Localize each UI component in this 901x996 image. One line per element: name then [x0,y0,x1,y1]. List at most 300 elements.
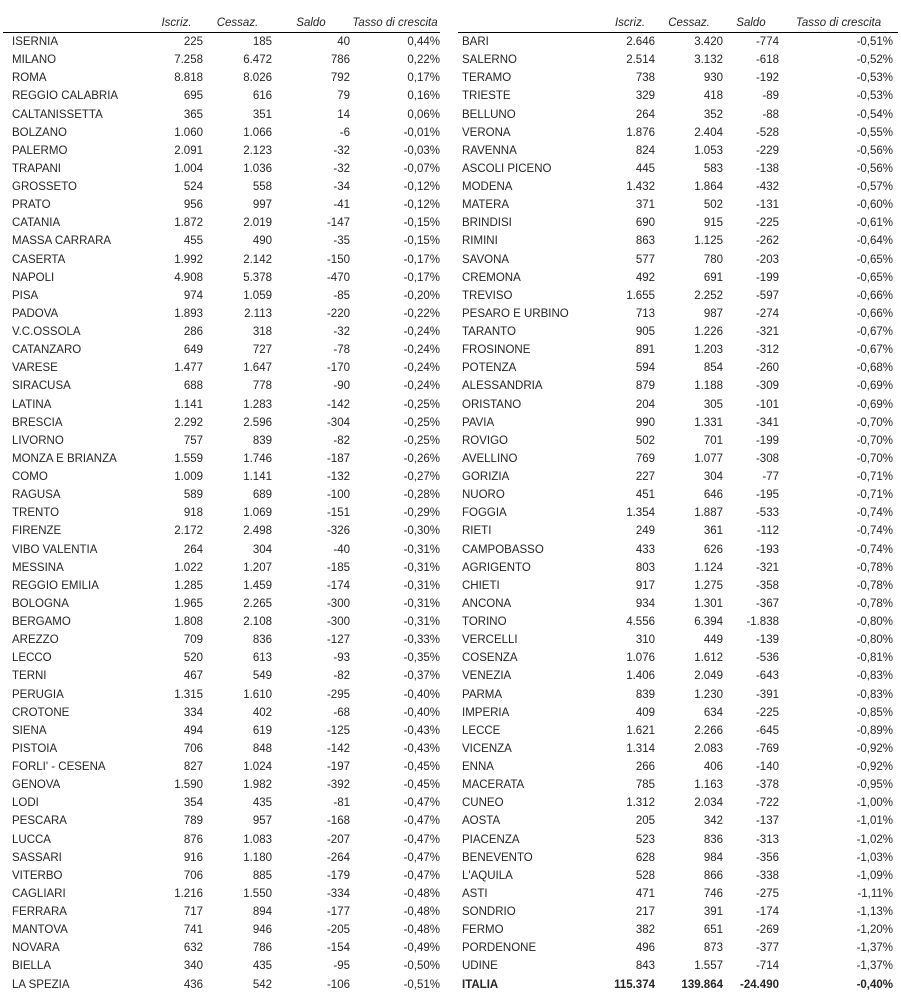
cessaz-value: 2.404 [694,126,723,139]
iscriz-value: 445 [635,162,655,175]
province-name: RIMINI [462,235,498,248]
table-row [3,414,440,432]
table-row [458,124,898,142]
cessaz-value: 854 [703,362,723,375]
cessaz-value: 139.864 [681,978,723,991]
cessaz-value: 2.113 [244,307,272,320]
cessaz-value: 2.019 [243,217,272,230]
cessaz-value: 2.266 [694,724,723,737]
province-name: PESARO E URBINO [462,307,569,320]
iscriz-value: 492 [635,271,655,284]
tasso-value: -0,49% [403,942,440,955]
table-row [3,649,440,667]
saldo-value: -88 [762,108,779,121]
province-name: MACERATA [462,779,525,792]
table-row [458,957,898,975]
province-name: VARESE [12,362,58,375]
cessaz-value: 1.077 [694,452,723,465]
table-row [3,522,440,540]
cessaz-value: 305 [703,398,723,411]
cessaz-value: 984 [703,851,723,864]
tasso-value: -0,47% [403,815,440,828]
province-name: BOLZANO [12,126,67,139]
cessaz-value: 542 [252,978,272,991]
saldo-value: -300 [326,597,350,610]
tasso-value: -0,80% [856,634,893,647]
province-name: VENEZIA [462,670,512,683]
tasso-value: -0,47% [403,833,440,846]
saldo-value: -41 [333,199,350,212]
table-row [3,559,440,577]
table-row [3,359,440,377]
table-row [3,432,440,450]
tasso-value: -0,83% [856,670,893,683]
tasso-value: -0,22% [403,307,440,320]
province-name: BOLOGNA [12,597,69,610]
iscriz-value: 371 [635,199,655,212]
cessaz-value: 558 [252,181,272,194]
tasso-value: -0,24% [403,326,440,339]
saldo-value: -35 [333,235,350,248]
saldo-value: -77 [762,471,779,484]
iscriz-value: 264 [635,108,655,121]
iscriz-value: 523 [635,833,655,846]
tasso-value: -0,20% [403,289,440,302]
iscriz-value: 365 [183,108,203,121]
tasso-value: -0,71% [856,471,893,484]
cessaz-value: 894 [252,906,272,919]
saldo-value: -205 [326,924,350,937]
total-row-italia [458,976,898,994]
header-saldo: Saldo [296,16,326,29]
saldo-value: -179 [326,869,350,882]
tasso-value: 0,22% [407,54,440,67]
cessaz-value: 915 [703,217,723,230]
tasso-value: -1,01% [856,815,893,828]
table-row [458,740,898,758]
iscriz-value: 649 [183,344,203,357]
iscriz-value: 496 [635,942,655,955]
tasso-value: -0,68% [856,362,893,375]
tasso-value: -1,09% [856,869,893,882]
tasso-value: -0,95% [856,779,893,792]
header-province [3,30,150,32]
province-name: MILANO [12,54,57,67]
province-name: PARMA [462,688,503,701]
cessaz-value: 2.034 [694,797,723,810]
tasso-value: -0,51% [856,36,893,49]
tasso-value: -0,25% [403,398,440,411]
table-row [458,559,898,577]
table-row [458,649,898,667]
tasso-value: -0,47% [403,869,440,882]
tasso-value: -0,92% [856,761,893,774]
province-name: CAMPOBASSO [462,543,544,556]
table-row [458,196,898,214]
iscriz-value: 2.091 [174,144,203,157]
header-saldo: Saldo [736,16,766,29]
saldo-value: -32 [333,144,350,157]
table-row [3,976,440,994]
province-name: LATINA [12,398,52,411]
cessaz-value: 2.123 [243,144,272,157]
cessaz-value: 646 [703,489,723,502]
cessaz-value: 406 [703,761,723,774]
saldo-value: -131 [755,199,779,212]
tasso-value: -1,37% [856,960,893,973]
table-row [3,69,440,87]
tasso-value: 0,17% [407,72,440,85]
cessaz-value: 839 [252,434,272,447]
province-name: SASSARI [12,851,62,864]
saldo-value: -147 [326,217,350,230]
table-row [458,341,898,359]
saldo-value: -774 [755,36,779,49]
iscriz-value: 467 [183,670,203,683]
saldo-value: -470 [326,271,350,284]
table-row [458,468,898,486]
cessaz-value: 1.141 [243,471,272,484]
cessaz-value: 342 [703,815,723,828]
saldo-value: -312 [755,344,779,357]
cessaz-value: 2.083 [694,742,723,755]
province-name: IMPERIA [462,706,510,719]
saldo-value: -199 [755,434,779,447]
saldo-value: -174 [326,579,350,592]
table-row [3,577,440,595]
iscriz-value: 917 [635,579,655,592]
cessaz-value: 1.275 [694,579,723,592]
iscriz-value: 502 [635,434,655,447]
province-name: CATANZARO [12,344,82,357]
cessaz-value: 1.864 [694,181,723,194]
province-name: GENOVA [12,779,61,792]
tasso-value: -0,78% [856,579,893,592]
iscriz-value: 494 [183,724,203,737]
cessaz-value: 1.066 [243,126,272,139]
iscriz-value: 803 [635,561,655,574]
table-row [3,160,440,178]
cessaz-value: 2.252 [694,289,723,302]
saldo-value: -90 [333,380,350,393]
cessaz-value: 361 [703,525,723,538]
province-name: ASTI [462,887,488,900]
saldo-value: -139 [755,634,779,647]
saldo-value: -82 [333,434,350,447]
tasso-value: -0,26% [403,452,440,465]
iscriz-value: 918 [183,507,203,520]
iscriz-value: 1.872 [174,217,203,230]
table-row [458,776,898,794]
cessaz-value: 1.982 [243,779,272,792]
province-name: BRINDISI [462,217,512,230]
cessaz-value: 701 [703,434,723,447]
iscriz-value: 577 [635,253,655,266]
province-name: TRAPANI [12,162,61,175]
province-name: FORLI' - CESENA [12,761,106,774]
table-row [458,414,898,432]
header-tasso: Tasso di crescita [352,16,438,29]
iscriz-value: 738 [635,72,655,85]
province-name: FOGGIA [462,507,507,520]
table-row [3,106,440,124]
tasso-value: -0,54% [856,108,893,121]
table-row [3,196,440,214]
iscriz-value: 1.285 [174,579,203,592]
table-row [3,794,440,812]
cessaz-value: 402 [252,706,272,719]
tasso-value: -0,56% [856,144,893,157]
cessaz-value: 930 [703,72,723,85]
iscriz-value: 2.292 [174,416,203,429]
saldo-value: 14 [337,108,350,121]
province-name: AGRIGENTO [462,561,531,574]
table-row [3,504,440,522]
table-row [458,849,898,867]
saldo-value: -137 [755,815,779,828]
saldo-value: -177 [326,906,350,919]
tasso-value: -0,24% [403,380,440,393]
saldo-value: -168 [326,815,350,828]
iscriz-value: 1.432 [626,181,655,194]
cessaz-value: 1.125 [694,235,723,248]
iscriz-value: 524 [183,181,203,194]
tasso-value: -0,74% [856,507,893,520]
tasso-value: -0,70% [856,434,893,447]
iscriz-value: 8.818 [174,72,203,85]
province-name: VERCELLI [462,634,518,647]
saldo-value: -229 [755,144,779,157]
cessaz-value: 866 [703,869,723,882]
tasso-value: -0,67% [856,344,893,357]
iscriz-value: 1.992 [174,253,203,266]
table-row [458,522,898,540]
iscriz-value: 839 [635,688,655,701]
saldo-value: -127 [326,634,350,647]
table-body-left [3,33,440,994]
cessaz-value: 1.283 [243,398,272,411]
cessaz-value: 2.108 [243,616,272,629]
province-name: SIENA [12,724,47,737]
province-name: SAVONA [462,253,510,266]
province-name: LUCCA [12,833,51,846]
tasso-value: 0,06% [407,108,440,121]
table-row [458,142,898,160]
table-row [3,269,440,287]
province-name: LIVORNO [12,434,64,447]
saldo-value: 40 [337,36,350,49]
iscriz-value: 891 [635,344,655,357]
table-row [458,359,898,377]
iscriz-value: 382 [635,924,655,937]
saldo-value: -722 [755,797,779,810]
province-name: TERAMO [462,72,512,85]
saldo-value: -100 [326,489,350,502]
iscriz-value: 1.559 [174,452,203,465]
saldo-value: -358 [755,579,779,592]
cessaz-value: 1.610 [243,688,272,701]
table-row [3,450,440,468]
iscriz-value: 628 [635,851,655,864]
province-name: REGGIO CALABRIA [12,90,119,103]
table-row [3,33,440,51]
saldo-value: -187 [326,452,350,465]
table-row [3,396,440,414]
tasso-value: -0,15% [403,217,440,230]
table-row [458,106,898,124]
cessaz-value: 1.024 [243,761,272,774]
iscriz-value: 334 [183,706,203,719]
province-name: BRESCIA [12,416,63,429]
province-name: VICENZA [462,742,512,755]
tasso-value: -0,15% [403,235,440,248]
saldo-value: -391 [755,688,779,701]
saldo-value: -95 [333,960,350,973]
cessaz-value: 352 [703,108,723,121]
province-name: TRIESTE [462,90,511,103]
saldo-value: -432 [755,181,779,194]
table-row [458,667,898,685]
province-name: PERUGIA [12,688,64,701]
table-row [458,704,898,722]
province-name: LECCO [12,652,52,665]
tasso-value: -0,69% [856,398,893,411]
table-row [458,432,898,450]
header-cessaz: Cessaz. [216,16,259,29]
tasso-value: -0,40% [856,978,893,991]
iscriz-value: 879 [635,380,655,393]
saldo-value: -269 [755,924,779,937]
tasso-value: -0,78% [856,561,893,574]
province-name: ANCONA [462,597,512,610]
cessaz-value: 490 [252,235,272,248]
cessaz-value: 689 [252,489,272,502]
province-name: PISTOIA [12,742,58,755]
table-row [3,468,440,486]
province-name: MATERA [462,199,510,212]
saldo-value: -356 [755,851,779,864]
tasso-value: -0,37% [403,670,440,683]
saldo-value: -197 [326,761,350,774]
province-name: CASERTA [12,253,66,266]
saldo-value: -174 [755,906,779,919]
province-name: RIETI [462,525,492,538]
saldo-value: -1.838 [746,616,779,629]
province-name: MESSINA [12,561,64,574]
province-name: COSENZA [462,652,518,665]
province-name: FERMO [462,924,504,937]
iscriz-value: 266 [635,761,655,774]
province-name: COMO [12,471,48,484]
iscriz-value: 451 [635,489,655,502]
cessaz-value: 885 [252,869,272,882]
province-name: BIELLA [12,960,51,973]
table-row [3,686,440,704]
iscriz-value: 824 [635,144,655,157]
header-tasso: Tasso di crescita [795,16,882,29]
province-name: ORISTANO [462,398,522,411]
province-name: TRENTO [12,507,60,520]
saldo-value: -377 [755,942,779,955]
iscriz-value: 340 [183,960,203,973]
saldo-value: -341 [755,416,779,429]
iscriz-value: 329 [635,90,655,103]
iscriz-value: 217 [635,906,655,919]
saldo-value: -274 [755,307,779,320]
saldo-value: -112 [756,525,779,538]
saldo-value: -150 [326,253,350,266]
table-row [458,758,898,776]
iscriz-value: 1.590 [174,779,203,792]
cessaz-value: 1.230 [694,688,723,701]
iscriz-value: 690 [635,217,655,230]
tasso-value: -0,47% [403,851,440,864]
saldo-value: -528 [755,126,779,139]
iscriz-value: 354 [183,797,203,810]
tasso-value: -0,74% [856,543,893,556]
iscriz-value: 916 [183,851,203,864]
tasso-value: -1,13% [856,906,893,919]
saldo-value: -78 [333,344,350,357]
cessaz-value: 1.331 [694,416,723,429]
saldo-value: -264 [326,851,350,864]
cessaz-value: 1.053 [694,144,723,157]
province-name: GORIZIA [462,471,510,484]
tasso-value: -0,51% [403,978,440,991]
cessaz-value: 616 [252,90,272,103]
iscriz-value: 769 [635,452,655,465]
iscriz-value: 843 [635,960,655,973]
province-name: ROMA [12,72,47,85]
saldo-value: -82 [333,670,350,683]
tasso-value: -0,03% [403,144,440,157]
table-row [3,867,440,885]
table-row [458,831,898,849]
province-name: GROSSETO [12,181,77,194]
table-row [3,142,440,160]
saldo-value: -714 [755,960,779,973]
saldo-value: -326 [326,525,350,538]
cessaz-value: 746 [703,887,723,900]
iscriz-value: 1.004 [174,162,203,175]
iscriz-value: 1.354 [626,507,655,520]
cessaz-value: 1.226 [694,326,723,339]
tasso-value: -0,80% [856,616,893,629]
cessaz-value: 351 [252,108,272,121]
province-name: FROSINONE [462,344,531,357]
iscriz-value: 589 [183,489,203,502]
cessaz-value: 613 [252,652,272,665]
iscriz-value: 227 [635,471,655,484]
province-name: LECCE [462,724,501,737]
tasso-value: -0,45% [403,779,440,792]
province-name: TREVISO [462,289,513,302]
table-row [458,178,898,196]
table-row [3,939,440,957]
cessaz-value: 6.394 [694,616,723,629]
tasso-value: -0,12% [403,199,440,212]
table-row [458,486,898,504]
table-body-right [458,33,898,976]
table-row [3,613,440,631]
table-row [458,232,898,250]
table-row [3,232,440,250]
table-row [458,87,898,105]
province-name: CUNEO [462,797,504,810]
tasso-value: -0,12% [403,181,440,194]
cessaz-value: 502 [703,199,723,212]
cessaz-value: 449 [703,634,723,647]
